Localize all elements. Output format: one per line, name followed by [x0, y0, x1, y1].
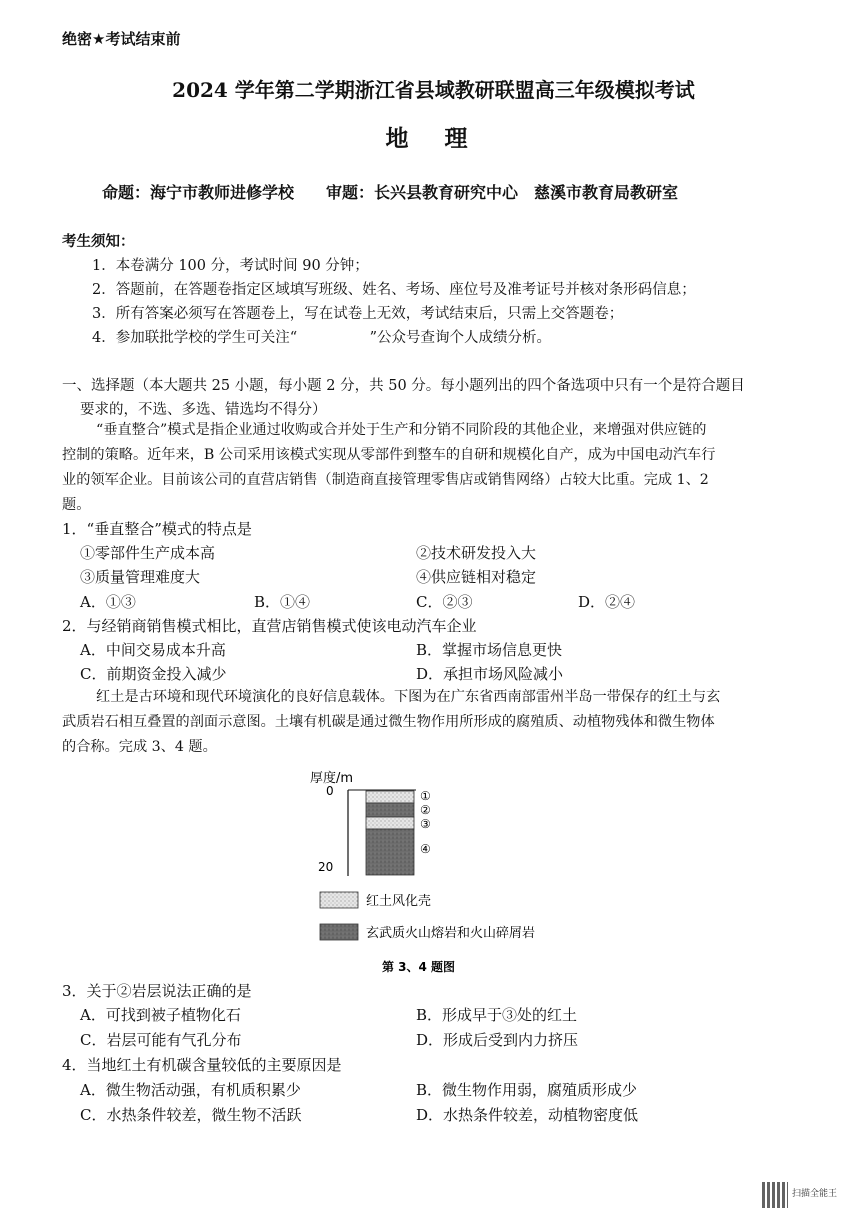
- layer-4-basalt: [366, 829, 414, 875]
- question-2-stem: 2．与经销商销售模式相比，直营店销售模式使该电动汽车企业: [62, 617, 477, 635]
- question-1-stem: 1．“垂直整合”模式的特点是: [62, 520, 252, 538]
- layer-2-basalt: [366, 803, 414, 817]
- section-heading-cont: 要求的，不选、多选、错选均不得分）: [80, 402, 327, 418]
- notice-item: 3．所有答案必须写在答题卷上，写在试卷上无效，考试结束后，只需上交答题卷；: [92, 306, 624, 322]
- q1-item: ①零部件生产成本高: [80, 544, 216, 562]
- question-4-stem: 4．当地红土有机碳含量较低的主要原因是: [62, 1056, 342, 1074]
- passage-line: 红土是古环境和现代环境演化的良好信息载体。下图为在广东省西南部雷州半岛一带保存的红土与玄: [96, 689, 721, 705]
- scanner-badge: 扫描全能王: [792, 1189, 838, 1199]
- authors-line: 命题：海宁市教师进修学校 审题：长兴县教育研究中心 慈溪市教育局教研室: [102, 183, 679, 202]
- legend-swatch-basalt: [320, 924, 358, 940]
- passage-line: 控制的策略。近年来，B 公司采用该模式实现从零部件到整车的自研和规模化自产，成为中国电动汽车行: [62, 447, 716, 463]
- legend-swatch-laterite: [320, 892, 358, 908]
- legend-label-laterite: 红土风化壳: [366, 894, 432, 909]
- q3-option-b[interactable]: B．形成早于③处的红土: [416, 1006, 578, 1024]
- question-3-stem: 3．关于②岩层说法正确的是: [62, 982, 252, 1000]
- subject-title: 地 理: [385, 125, 482, 152]
- passage-line: 武质岩石相互叠置的剖面示意图。土壤有机碳是通过微生物作用所形成的腐殖质、动植物残体和微生物体: [62, 714, 715, 730]
- layer-label-3: ③: [420, 817, 431, 831]
- q2-option-a[interactable]: A．中间交易成本升高: [80, 641, 226, 659]
- q1-option-c[interactable]: C．②③: [416, 593, 473, 611]
- notice-item: 1．本卷满分 100 分，考试时间 90 分钟；: [92, 258, 369, 274]
- layer-label-4: ④: [420, 842, 431, 856]
- q1-item: ③质量管理难度大: [80, 568, 201, 586]
- layer-3-laterite: [366, 817, 414, 829]
- q4-option-b[interactable]: B．微生物作用弱，腐殖质形成少: [416, 1081, 638, 1099]
- legend-label-basalt: 玄武质火山熔岩和火山碎屑岩: [366, 926, 536, 941]
- q1-item: ④供应链相对稳定: [416, 568, 537, 586]
- layer-1-laterite: [366, 791, 414, 803]
- q3-option-a[interactable]: A．可找到被子植物化石: [80, 1006, 241, 1024]
- q4-option-c[interactable]: C．水热条件较差，微生物不活跃: [80, 1106, 302, 1124]
- notice-item: 2．答题前，在答题卷指定区域填写班级、姓名、考场、座位号及准考证号并核对条形码信息；: [92, 282, 696, 298]
- layer-label-1: ①: [420, 789, 431, 803]
- q3-option-c[interactable]: C．岩层可能有气孔分布: [80, 1031, 242, 1049]
- passage-line: 的合称。完成 3、4 题。: [62, 739, 217, 755]
- q3-option-d[interactable]: D．形成后受到内力挤压: [416, 1031, 579, 1049]
- notice-item: 4．参加联批学校的学生可关注“ ”公众号查询个人成绩分析。: [92, 330, 552, 346]
- tick-label-0: 0: [326, 784, 334, 798]
- q1-option-b[interactable]: B．①④: [254, 593, 311, 611]
- section-heading: 一、选择题（本大题共 25 小题，每小题 2 分，共 50 分。每小题列出的四个备选项中只有一个是符合题目: [62, 378, 745, 394]
- profile-figure: [300, 771, 600, 974]
- y-axis-label: 厚度/m: [310, 771, 354, 786]
- passage-line: 题。: [62, 497, 91, 513]
- exam-title: 2024 学年第二学期浙江省县域教研联盟高三年级模拟考试: [172, 78, 695, 102]
- passage-line: 业的领军企业。目前该公司的直营店销售（制造商直接管理零售店或销售网络）占较大比重。完成 1、2: [62, 472, 709, 488]
- passage-line: “垂直整合”模式是指企业通过收购或合并处于生产和分销不同阶段的其他企业，来增强对供应链的: [96, 422, 707, 438]
- figure-caption: 第 3、4 题图: [382, 960, 456, 974]
- tick-label-20: 20: [318, 860, 334, 874]
- confidential-mark: 绝密★考试结束前: [62, 30, 181, 48]
- q2-option-b[interactable]: B．掌握市场信息更快: [416, 641, 563, 659]
- q2-option-d[interactable]: D．承担市场风险减小: [416, 665, 564, 683]
- q1-option-d[interactable]: D．②④: [578, 593, 636, 611]
- q4-option-a[interactable]: A．微生物活动强，有机质积累少: [80, 1081, 301, 1099]
- q2-option-c[interactable]: C．前期资金投入减少: [80, 665, 227, 683]
- notice-heading: 考生须知：: [62, 234, 135, 250]
- q1-item: ②技术研发投入大: [416, 544, 537, 562]
- q1-option-a[interactable]: A．①③: [80, 593, 136, 611]
- q4-option-d[interactable]: D．水热条件较差，动植物密度低: [416, 1106, 639, 1124]
- qr-code-icon: [762, 1182, 788, 1208]
- layer-label-2: ②: [420, 803, 431, 817]
